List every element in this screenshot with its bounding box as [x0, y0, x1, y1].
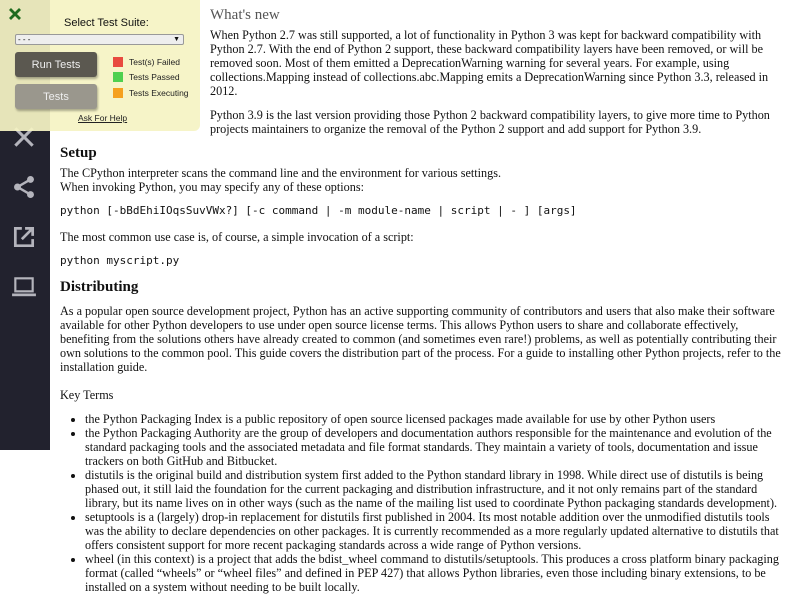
failed-swatch: [113, 57, 123, 67]
paragraph: When Python 2.7 was still supported, a lot of functionality in Python 3 was kept for backward compatibility with Python 2.7. With the end of Python 2 support, these backward compatibility layers have been removed, or will be removed soon. Most of them emitted a DeprecationWarning warning for several years. For example, using collections.Mapping instead of collections.abc.Mapping emits a DeprecationWarning since Python 3.3, released in 2012.: [210, 28, 769, 98]
tests-button[interactable]: Tests: [15, 84, 97, 109]
run-tests-button[interactable]: Run Tests: [15, 52, 97, 77]
legend-executing: [113, 88, 189, 98]
list-item: • setuptools is a (largely) drop-in replacement for distutils first published in 2004. Its most notable addition over the unmodified distutils tools was the ability to declare dependencies on other packages. It is currently recommended as a more regularly updated alternative to distutils that offers consistent support for more recent packaging standards across a wide range of Python versions.: [85, 510, 790, 552]
code-block: python [-bBdEhiIOqsSuvVWx?] [-c command | -m module-name | script | - ] [args]: [60, 204, 577, 217]
list-item: • wheel (in this context) is a project that adds the bdist_wheel command to distutils/setuptools. This produces a cross platform binary packaging format (called “wheels” or “wheel files” and defined in PEP 427) that allows Python libraries, even those including binary extensions, to be installed on a system without needing to be built locally.: [85, 552, 790, 594]
legend-passed: [113, 72, 180, 82]
list-item: • the Python Packaging Index is a public repository of open source licensed packages made available for use by other Python users: [85, 412, 790, 426]
select-value: - - -: [18, 35, 31, 44]
select-suite-label: Select Test Suite:: [64, 17, 149, 29]
test-panel: [0, 0, 200, 131]
paragraph: Python 3.9 is the last version providing those Python 2 backward compatibility layers, to give more time to Python projects maintainers to organize the removal of the Python 2 support and add support for Python 3.9.: [210, 108, 770, 136]
list-item: • distutils is the original build and distribution system first added to the Python standard library in 1998. While direct use of distutils is being phased out, it still laid the foundation for the current packaging and distribution infrastructure, and it not only remains part of the standard library, but its name lives on in other ways (such as the name of the mailing list used to coordinate Python packaging standards development).: [85, 468, 790, 510]
legend-label: Tests Passed: [129, 72, 180, 82]
paragraph: When invoking Python, you may specify any of these options:: [60, 180, 364, 194]
key-terms-label: Key Terms: [60, 388, 114, 402]
paragraph: The most common use case is, of course, a simple invocation of a script:: [60, 230, 414, 244]
heading-distributing: Distributing: [60, 279, 139, 295]
paragraph: As a popular open source development project, Python has an active supporting community of contributors and users that also make their software available for other Python developers to use under open source license terms. This allows Python users to share and collaborate effectively, benefiting from the solutions others have already created to common (and sometimes even rare!) problems, as well as potentially contributing their own solutions to the common pool. This guide covers the distribution part of the process. For a guide to installing other Python projects, refer to the installation guide.: [60, 304, 781, 374]
legend-label: Test(s) Failed: [129, 57, 181, 67]
legend-label: Tests Executing: [129, 88, 189, 98]
paragraph: The CPython interpreter scans the command line and the environment for various settings.: [60, 166, 502, 180]
heading-whats-new: What's new: [210, 7, 280, 23]
close-icon[interactable]: [8, 7, 22, 21]
share-icon[interactable]: [11, 174, 37, 200]
external-link-icon[interactable]: [11, 224, 37, 250]
executing-swatch: [113, 88, 123, 98]
chevron-down-icon: ▼: [173, 36, 180, 43]
code-block: python myscript.py: [60, 254, 180, 267]
test-suite-select[interactable]: [15, 34, 184, 45]
list-item: • the Python Packaging Authority are the group of developers and documentation authors responsible for the maintenance and evolution of the standard packaging tools and the associated metadata and file format standards. They maintain a variety of tools, documentation and issue trackers on both GitHub and Bitbucket.: [85, 426, 790, 468]
heading-setup: Setup: [60, 145, 97, 161]
ask-for-help-link[interactable]: Ask For Help: [78, 113, 128, 123]
legend-failed: [113, 57, 180, 67]
laptop-icon[interactable]: [11, 274, 37, 300]
key-terms-list: [85, 412, 790, 594]
passed-swatch: [113, 72, 123, 82]
